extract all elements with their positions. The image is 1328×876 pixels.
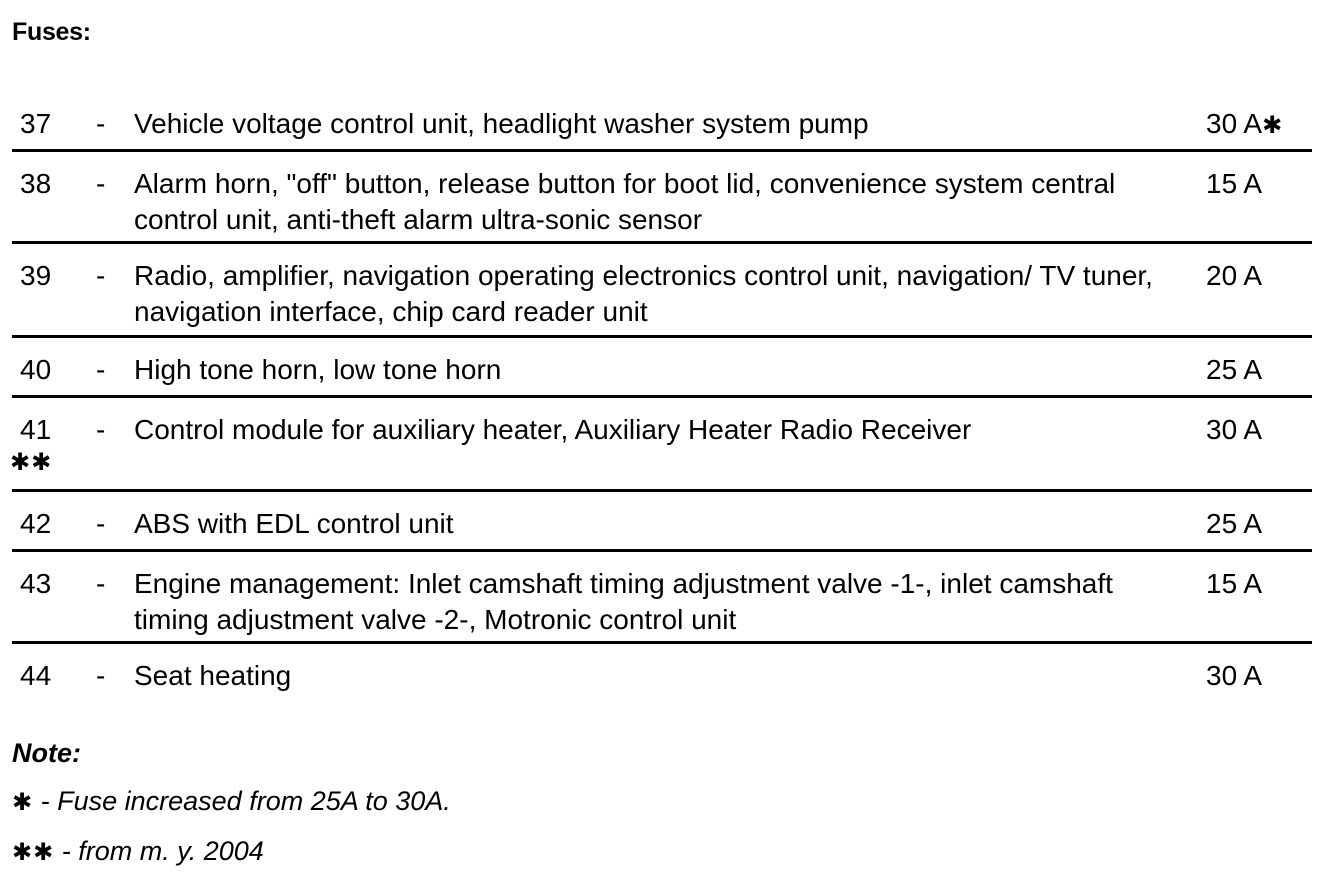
- fuse-amperage: [1206, 566, 1262, 602]
- fuse-row-41: [12, 398, 1312, 492]
- fuse-amperage-text: 15 A: [1206, 568, 1263, 599]
- fuse-dash: -: [96, 660, 106, 691]
- fuse-description: Alarm horn, "off" button, release button for boot lid, convenience system central control unit, anti-theft alarm ultra-sonic sensor: [134, 168, 1116, 235]
- fuse-amperage: [1206, 412, 1262, 448]
- fuse-number: [10, 412, 90, 478]
- fuse-number-text: 44: [20, 660, 52, 691]
- fuse-row-43: [12, 552, 1312, 644]
- fuse-number-text: 43: [20, 568, 52, 599]
- fuse-dash: -: [96, 414, 106, 445]
- fuse-dash: -: [96, 260, 106, 291]
- fuse-amperage: [1206, 166, 1262, 202]
- fuse-description: Vehicle voltage control unit, headlight washer system pump: [134, 108, 869, 139]
- fuse-amperage: [1206, 506, 1262, 542]
- fuse-amperage: [1206, 106, 1282, 144]
- fuse-amperage-text: 25 A: [1206, 508, 1263, 539]
- fuse-dash: -: [96, 508, 106, 539]
- note-heading: Note:: [12, 738, 81, 768]
- double-asterisk-icon: ✱✱: [12, 839, 55, 866]
- fuse-number: [20, 352, 90, 388]
- fuse-row-38: [12, 152, 1312, 244]
- fuse-dash: -: [96, 108, 106, 139]
- fuse-number-text: 42: [20, 508, 52, 539]
- fuse-description: High tone horn, low tone horn: [134, 354, 502, 385]
- page-title: Fuses:: [12, 18, 91, 46]
- fuse-number-text: 38: [20, 168, 52, 199]
- fuse-number-text: 41: [20, 414, 52, 445]
- fuse-description: Radio, amplifier, navigation operating electronics control unit, navigation/ TV tuner, navigation interface, chip card reader unit: [134, 260, 1153, 327]
- note-item: [12, 786, 451, 817]
- fuse-row-39: [12, 244, 1312, 338]
- fuse-dash: -: [96, 568, 106, 599]
- fuse-table: [12, 92, 1312, 704]
- fuse-number-text: 40: [20, 354, 52, 385]
- fuse-description: Engine management: Inlet camshaft timing adjustment valve -1-, inlet camshaft timing adjustment valve -2-, Motronic control unit: [134, 568, 1113, 635]
- note-text: - from m. y. 2004: [54, 836, 264, 866]
- fuse-number: [20, 258, 90, 294]
- fuse-amperage-text: 30 A: [1206, 660, 1263, 691]
- fuse-row-37: [12, 92, 1312, 152]
- asterisk-icon: ✱: [1262, 112, 1283, 139]
- asterisk-icon: ✱: [12, 789, 34, 816]
- fuse-number: [20, 506, 90, 542]
- fuse-amperage: [1206, 352, 1262, 388]
- fuse-dash: -: [96, 354, 106, 385]
- fuse-description: ABS with EDL control unit: [134, 508, 454, 539]
- fuse-amperage-text: 30 A: [1206, 108, 1263, 139]
- fuse-number: [20, 106, 90, 142]
- fuse-row-44: [12, 644, 1312, 704]
- fuse-amperage-text: 15 A: [1206, 168, 1263, 199]
- double-asterisk-icon: ✱✱: [10, 449, 53, 476]
- fuse-amperage: [1206, 258, 1262, 294]
- fuse-number: [20, 566, 90, 602]
- fuse-amperage-text: 25 A: [1206, 354, 1263, 385]
- fuse-number: [20, 166, 90, 202]
- fuse-amperage: [1206, 658, 1262, 694]
- fuse-number: [20, 658, 90, 694]
- fuse-row-42: [12, 492, 1312, 552]
- fuse-number-text: 39: [20, 260, 52, 291]
- note-item: [12, 836, 264, 867]
- fuse-description: Seat heating: [134, 660, 292, 691]
- fuse-dash: -: [96, 168, 106, 199]
- fuse-amperage-text: 30 A: [1206, 414, 1263, 445]
- fuse-row-40: [12, 338, 1312, 398]
- note-text: - Fuse increased from 25A to 30A.: [33, 786, 451, 816]
- fuse-number-text: 37: [20, 108, 52, 139]
- fuse-description: Control module for auxiliary heater, Auxiliary Heater Radio Receiver: [134, 414, 972, 445]
- fuse-amperage-text: 20 A: [1206, 260, 1263, 291]
